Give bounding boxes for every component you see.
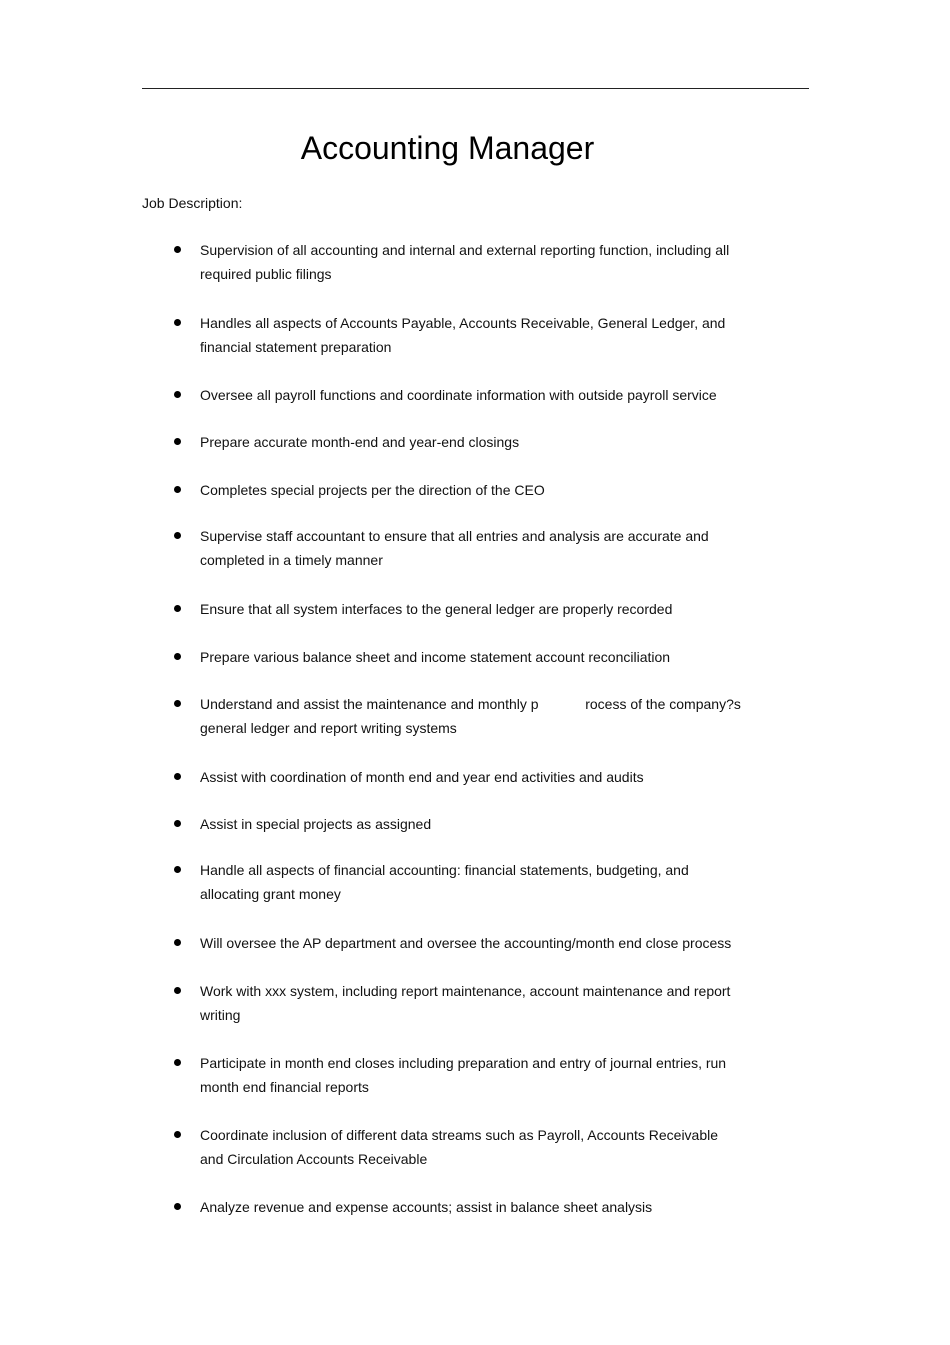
duty-text: Handles all aspects of Accounts Payable, Accounts Receivable, General Ledger, and financial statement preparation — [200, 315, 726, 355]
duty-text: Understand and assist the maintenance and monthly p rocess of the company?s general ledger and report writing systems — [200, 696, 741, 736]
bullet-icon — [174, 605, 181, 612]
section-label: Job Description: — [142, 195, 243, 211]
bullet-icon — [174, 319, 181, 326]
duty-text: Oversee all payroll functions and coordinate information with outside payroll service — [200, 387, 717, 403]
duty-text: Assist with coordination of month end and year end activities and audits — [200, 769, 644, 785]
duty-text: Will oversee the AP department and oversee the accounting/month end close process — [200, 935, 732, 951]
bullet-icon — [174, 939, 181, 946]
bullet-icon — [174, 820, 181, 827]
bullet-icon — [174, 532, 181, 539]
bullet-icon — [174, 246, 181, 253]
duty-text: Participate in month end closes including preparation and entry of journal entries, run month end financial reports — [200, 1055, 727, 1095]
bullet-icon — [174, 1131, 181, 1138]
duty-text: Prepare accurate month-end and year-end closings — [200, 434, 520, 450]
bullet-icon — [174, 486, 181, 493]
duty-text: Ensure that all system interfaces to the general ledger are properly recorded — [200, 601, 673, 617]
duty-text: Coordinate inclusion of different data streams such as Payroll, Accounts Receivable and Circulation Accounts Receivable — [200, 1127, 719, 1167]
duty-text: Work with xxx system, including report maintenance, account maintenance and report writing — [200, 983, 731, 1023]
bullet-icon — [174, 391, 181, 398]
duty-text: Completes special projects per the direction of the CEO — [200, 482, 545, 498]
duty-text: Handle all aspects of financial accounting: financial statements, budgeting, and allocating grant money — [200, 862, 689, 902]
duty-text: Assist in special projects as assigned — [200, 816, 432, 832]
bullet-icon — [174, 700, 181, 707]
duty-text: Supervision of all accounting and internal and external reporting function, including all required public filings — [200, 242, 730, 282]
top-rule — [142, 88, 809, 89]
bullet-icon — [174, 653, 181, 660]
bullet-icon — [174, 1059, 181, 1066]
bullet-icon — [174, 1203, 181, 1210]
bullet-icon — [174, 987, 181, 994]
duty-text: Supervise staff accountant to ensure that all entries and analysis are accurate and completed in a timely manner — [200, 528, 709, 568]
bullet-icon — [174, 438, 181, 445]
bullet-icon — [174, 866, 181, 873]
bullet-icon — [174, 773, 181, 780]
duty-text: Prepare various balance sheet and income statement account reconciliation — [200, 649, 671, 665]
duty-text: Analyze revenue and expense accounts; assist in balance sheet analysis — [200, 1199, 653, 1215]
document-title: Accounting Manager — [300, 130, 595, 166]
